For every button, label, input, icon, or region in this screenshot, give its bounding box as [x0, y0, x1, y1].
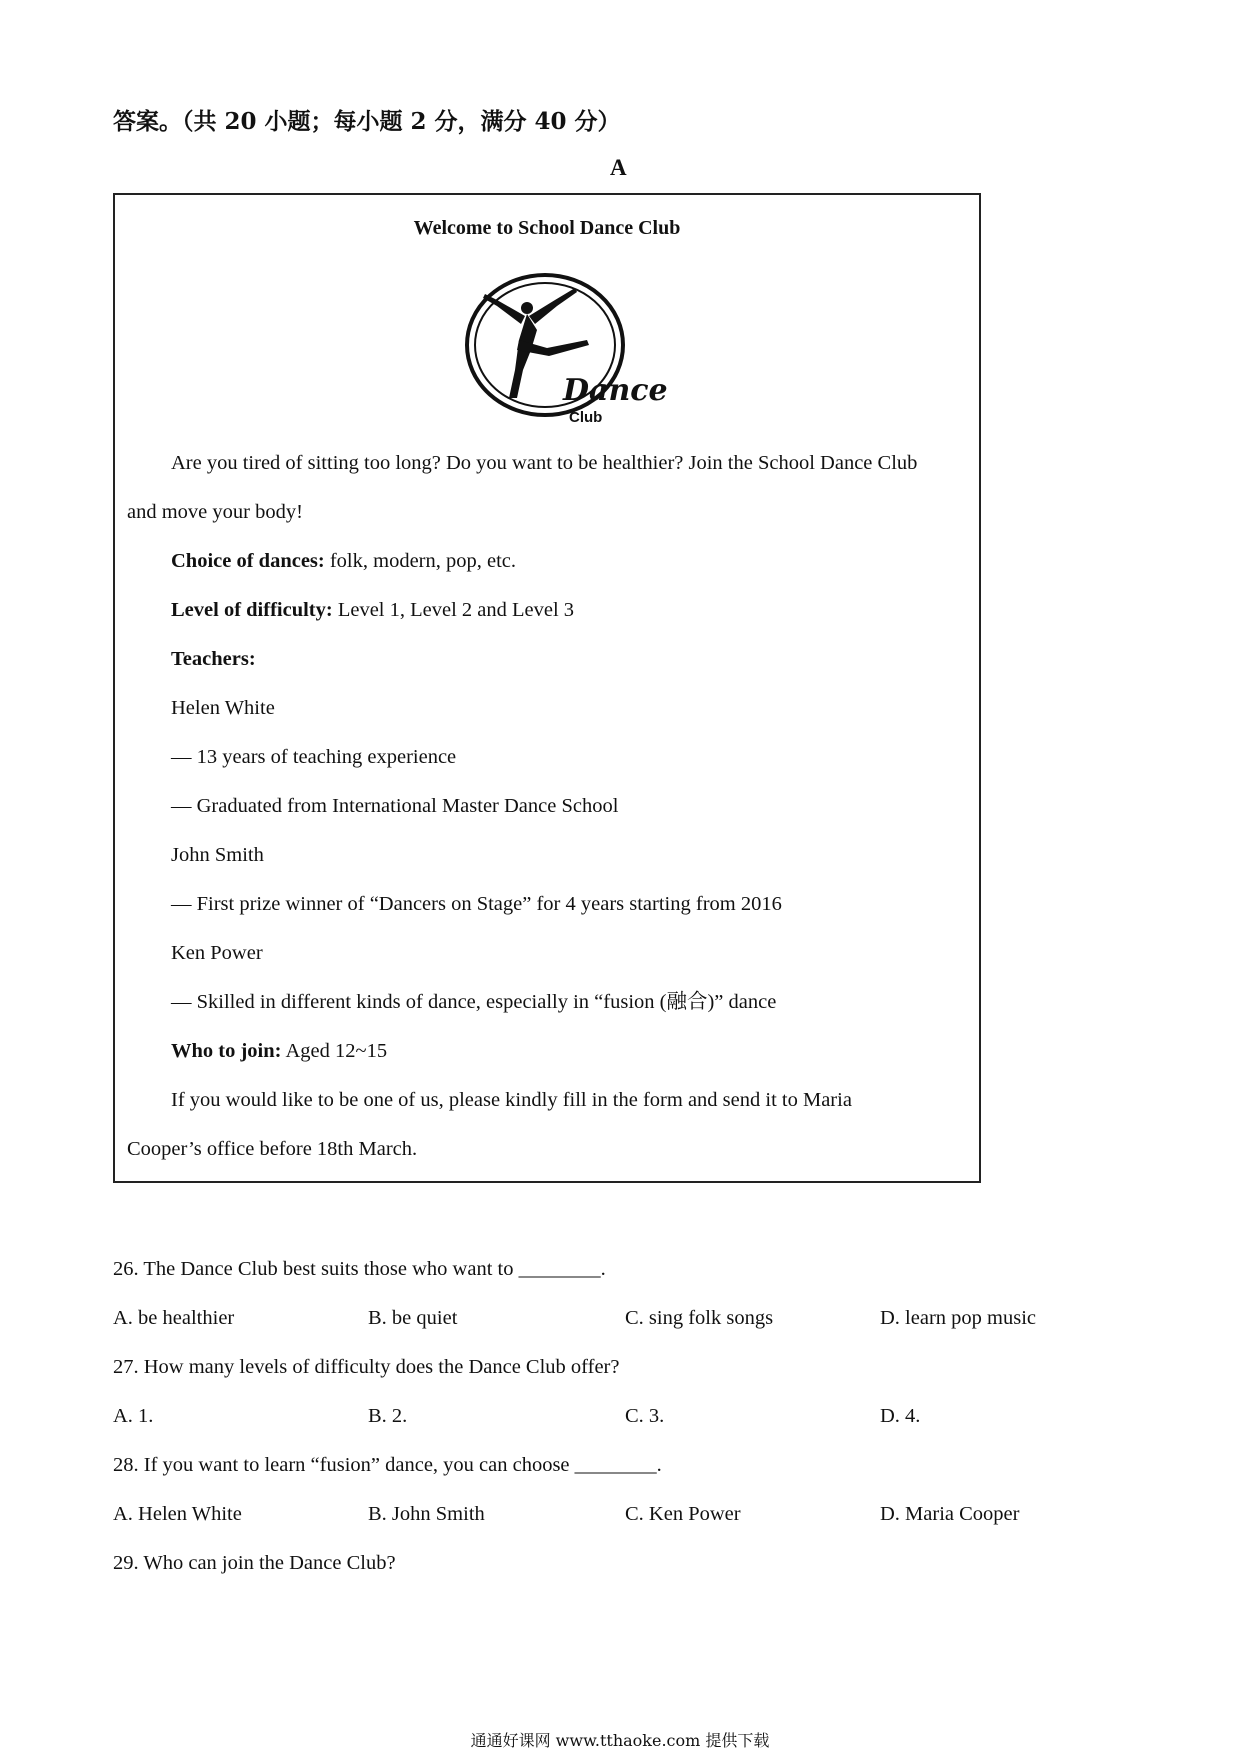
- closing-line-1: If you would like to be one of us, please kindly fill in the form and send it to Maria: [171, 1089, 852, 1111]
- option-d[interactable]: D. 4.: [880, 1405, 921, 1427]
- who-label: Who to join:: [171, 1040, 282, 1062]
- section-letter: A: [610, 155, 627, 180]
- question-stem: 28. If you want to learn “fusion” dance, you can choose ________.: [113, 1454, 662, 1476]
- choice-value: folk, modern, pop, etc.: [324, 550, 517, 572]
- teacher-note: — Graduated from International Master Dance School: [171, 795, 619, 817]
- teacher-note: — Skilled in different kinds of dance, especially in “fusion (融合)” dance: [171, 991, 777, 1013]
- intro-line-2: and move your body!: [127, 501, 303, 523]
- teacher-note: — 13 years of teaching experience: [171, 746, 457, 768]
- teacher-note: — First prize winner of “Dancers on Stage” for 4 years starting from 2016: [171, 893, 782, 915]
- dance-club-logo: [457, 270, 668, 428]
- logo-word: Dance: [563, 373, 668, 408]
- option-a[interactable]: A. Helen White: [113, 1503, 242, 1525]
- option-b[interactable]: B. 2.: [368, 1405, 408, 1427]
- page-footer: 通通好课网 www.tthaoke.com 提供下载: [470, 1731, 770, 1750]
- teacher-name: Ken Power: [171, 942, 263, 964]
- level-row: [171, 600, 574, 621]
- intro-line-1: Are you tired of sitting too long? Do you want to be healthier? Join the School Dance Club: [171, 452, 918, 474]
- answer-header: 答案。（共 20 小题；每小题 2 分，满分 40 分）: [113, 108, 621, 135]
- option-c[interactable]: C. 3.: [625, 1405, 665, 1427]
- option-d[interactable]: D. learn pop music: [880, 1307, 1036, 1329]
- level-label: Level of difficulty:: [171, 599, 333, 621]
- option-d[interactable]: D. Maria Cooper: [880, 1503, 1020, 1525]
- option-b[interactable]: B. be quiet: [368, 1307, 458, 1329]
- option-c[interactable]: C. sing folk songs: [625, 1307, 774, 1329]
- logo-sub: Club: [569, 409, 603, 426]
- option-a[interactable]: A. be healthier: [113, 1307, 235, 1329]
- question-stem: 29. Who can join the Dance Club?: [113, 1552, 396, 1574]
- level-value: Level 1, Level 2 and Level 3: [332, 599, 575, 621]
- closing-line-2: Cooper’s office before 18th March.: [127, 1138, 418, 1160]
- ad-title: Welcome to School Dance Club: [413, 217, 681, 239]
- teacher-name: Helen White: [171, 697, 275, 719]
- teachers-label: Teachers:: [171, 648, 256, 670]
- option-c[interactable]: C. Ken Power: [625, 1503, 741, 1525]
- option-b[interactable]: B. John Smith: [368, 1503, 485, 1525]
- who-row: [171, 1041, 387, 1062]
- choice-label: Choice of dances:: [171, 550, 325, 572]
- teacher-name: John Smith: [171, 844, 264, 866]
- option-a[interactable]: A. 1.: [113, 1405, 154, 1427]
- who-value: Aged 12~15: [281, 1040, 388, 1062]
- dance-club-ad: [113, 193, 981, 1183]
- question-stem: 26. The Dance Club best suits those who want to ________.: [113, 1258, 606, 1280]
- choice-row: [171, 551, 516, 572]
- question-stem: 27. How many levels of difficulty does the Dance Club offer?: [113, 1356, 620, 1378]
